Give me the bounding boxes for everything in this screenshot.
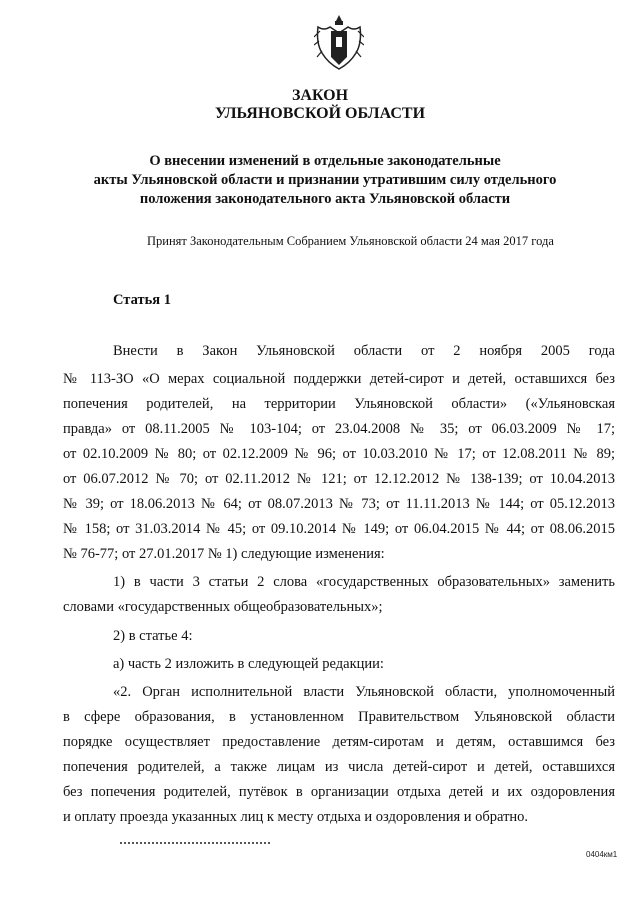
law-subject-line: О внесении изменений в отдельные законодательные	[149, 153, 501, 169]
law-subject-line: положения законодательного акта Ульяновской области	[139, 191, 511, 207]
article-heading: Статья 1	[113, 292, 171, 308]
body-line: в сфере образования, в установленном Правительством Ульяновской области	[63, 709, 615, 725]
body-line: 2) в статье 4:	[113, 628, 193, 644]
body-line: от 02.10.2009 № 80; от 02.12.2009 № 96; от 10.03.2010 № 17; от 12.08.2011 № 89;	[63, 446, 615, 462]
scan-artifact-line	[120, 842, 270, 844]
body-line: № 113-ЗО «О мерах социальной поддержки детей-сирот и детей, оставшихся без	[63, 371, 615, 387]
body-line: без попечения родителей, путёвок в организации отдыха детей и их оздоровления	[63, 784, 615, 800]
body-line: 1) в части 3 статьи 2 слова «государственных образовательных» заменить	[113, 574, 615, 590]
document-code: 0404км1	[586, 850, 618, 859]
law-region-title: УЛЬЯНОВСКОЙ ОБЛАСТИ	[214, 105, 426, 122]
coat-of-arms-emblem	[314, 13, 364, 73]
body-line: «2. Орган исполнительной власти Ульяновской области, уполномоченный	[113, 684, 615, 700]
adoption-statement: Принят Законодательным Собранием Ульяновской области 24 мая 2017 года	[147, 234, 554, 248]
law-title: ЗАКОН	[291, 87, 349, 104]
body-line: а) часть 2 изложить в следующей редакции:	[113, 656, 384, 672]
body-line: порядке осуществляет предоставление детям-сиротам и детям, оставшимся без	[63, 734, 615, 750]
body-line: № 39; от 18.06.2013 № 64; от 08.07.2013 № 73; от 11.11.2013 № 144; от 05.12.2013	[63, 496, 615, 512]
body-line: правда» от 08.11.2005 № 103-104; от 23.04.2008 № 35; от 06.03.2009 № 17;	[63, 421, 615, 437]
body-line: попечения родителей, а также лицам из числа детей-сирот и детей, оставшихся	[63, 759, 615, 775]
body-line: Внести в Закон Ульяновской области от 2 ноября 2005 года	[113, 343, 615, 359]
body-line: словами «государственных общеобразовательных»;	[63, 599, 383, 615]
law-subject-line: акты Ульяновской области и признании утратившим силу отдельного	[93, 172, 557, 188]
body-line: и оплату проезда указанных лиц к месту отдыха и оздоровления и обратно.	[63, 809, 529, 825]
body-line: попечения родителей, на территории Ульяновской области» («Ульяновская	[63, 396, 615, 412]
body-line: № 158; от 31.03.2014 № 45; от 09.10.2014 № 149; от 06.04.2015 № 44; от 08.06.2015	[63, 521, 615, 537]
body-line: № 76-77; от 27.01.2017 № 1) следующие изменения:	[63, 546, 385, 562]
body-line: от 06.07.2012 № 70; от 02.11.2012 № 121; от 12.12.2012 № 138-139; от 10.04.2013	[63, 471, 615, 487]
